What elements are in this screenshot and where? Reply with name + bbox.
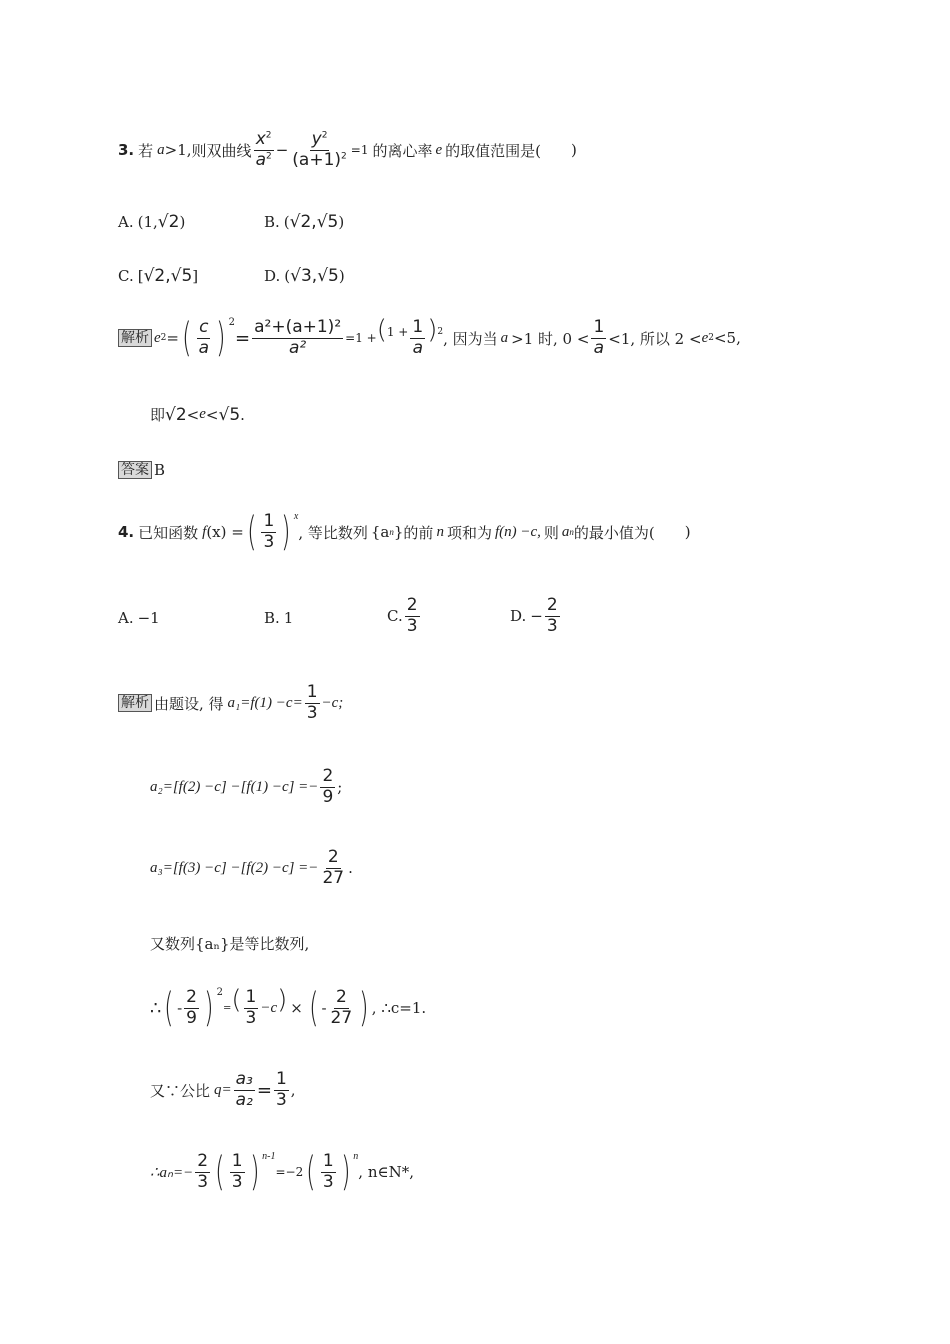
q4-stem-text-3: 的前 <box>403 523 434 542</box>
sign: - <box>177 999 183 1018</box>
q4-analysis-line7 <box>150 1149 414 1196</box>
q4-option-c[interactable] <box>387 596 422 636</box>
option-text: ( <box>284 267 291 285</box>
q4-an-close: } <box>393 523 404 542</box>
paren-left: ( <box>164 985 174 1032</box>
frac-den: 3 <box>406 615 418 636</box>
q4-fn: f(n) −c, <box>494 523 541 540</box>
option-radical: √2, <box>143 266 171 286</box>
frac <box>274 1070 289 1110</box>
q4-stem-text-2: , 等比数列 <box>298 523 368 542</box>
text: ; <box>337 778 343 797</box>
frac-num: a₃ <box>235 1069 253 1089</box>
q3-analysis-e2-exp: 2 <box>708 333 714 344</box>
q3-answer <box>118 461 165 479</box>
q4-frac-1-3 <box>261 512 276 552</box>
q3-analysis-frac-ca <box>197 318 211 358</box>
frac-den: a <box>198 337 210 358</box>
option-tail: ) <box>338 267 345 285</box>
q3-x-exp: 2 <box>265 130 272 141</box>
q4-stem-close: ) <box>684 523 691 542</box>
q4-stem-text-6: 的最小值为( <box>573 523 655 542</box>
text: < <box>205 405 219 424</box>
option-text: 1 <box>283 609 294 627</box>
text: , ∴c=1. <box>371 999 427 1018</box>
expr: a₂=[f(2) −c] −[f(1) −c] =− <box>150 778 319 795</box>
option-sign: − <box>530 607 543 626</box>
exp: 2 <box>216 986 223 998</box>
paren-left: ( <box>308 985 319 1032</box>
option-text: ( <box>283 213 290 231</box>
frac-den: a² <box>289 337 307 358</box>
sign: - <box>321 999 327 1018</box>
frac-den: 9 <box>322 786 334 807</box>
frac-num: 1 <box>231 1151 243 1171</box>
q3-frac-x2-a2 <box>254 130 274 170</box>
q3-option-a[interactable] <box>118 212 185 232</box>
frac-num: 1 <box>412 317 424 337</box>
frac-num: a²+(a+1)² <box>254 317 342 337</box>
option-label: C. <box>387 607 403 626</box>
frac-den: a <box>593 337 605 358</box>
paren-right: ) <box>281 509 291 556</box>
times: × <box>290 999 303 1018</box>
q3-a: a <box>255 149 266 170</box>
frac <box>195 1152 210 1192</box>
frac-num: 2 <box>406 595 418 615</box>
q3-den-exp: 2 <box>341 150 347 161</box>
q4-analysis-line2 <box>150 767 342 807</box>
q3-analysis-lt5: <5, <box>713 329 741 348</box>
q3-minus: − <box>275 141 289 160</box>
q4-n: n <box>436 523 444 540</box>
q3-y: y <box>311 129 322 149</box>
q3-analysis-a: a <box>500 329 509 346</box>
paren-left: ( <box>306 1149 316 1196</box>
q3-y-exp: 2 <box>321 130 328 141</box>
text: =−2 <box>275 1165 304 1180</box>
option-label: C. <box>118 267 134 285</box>
option-label: B. <box>264 609 280 627</box>
option-label: B. <box>264 213 280 231</box>
q3-analysis-e2: e <box>701 329 709 346</box>
q4-stem-text-4: 项和为 <box>446 523 492 542</box>
q3-analysis-one: 1 + <box>386 325 409 340</box>
q3-den: (a+1) <box>292 149 342 170</box>
exp: n <box>353 1150 359 1162</box>
frac-den: 3 <box>245 1007 257 1028</box>
q4-number: 4. <box>118 523 135 542</box>
frac-num: c <box>199 317 209 337</box>
q3-stem-text-2: 则双曲线 <box>191 141 252 160</box>
frac-num: 1 <box>593 317 605 337</box>
paren-right: ) <box>277 985 288 1016</box>
frac-den: 3 <box>322 1171 334 1192</box>
paren-right: ) <box>427 315 438 346</box>
frac-den: 3 <box>231 1171 243 1192</box>
frac-den: 3 <box>263 531 275 552</box>
q4-an-sub: n <box>389 527 394 538</box>
text: . <box>348 859 353 878</box>
q4-x: (x) = <box>206 523 244 542</box>
q4-analysis-line6 <box>150 1070 296 1110</box>
frac-den: 27 <box>330 1007 353 1028</box>
frac-num: 2 <box>197 1151 209 1171</box>
q3-stem <box>118 130 577 170</box>
eq: = <box>222 1002 232 1014</box>
paren-left: ( <box>246 509 257 556</box>
option-radical-2: √5 <box>316 212 339 232</box>
q3-analysis-exp-2: 2 <box>437 327 444 338</box>
frac-den: a₂ <box>235 1089 253 1110</box>
q3-analysis-gt1: >1 时, 0 < <box>511 329 590 348</box>
q4-an2-sub: n <box>569 527 574 538</box>
text: 又∵公比 <box>150 1081 211 1100</box>
q3-analysis-frac-1a <box>410 318 425 358</box>
option-radical-2: √5 <box>317 266 339 286</box>
analysis-tag: 解析 <box>118 694 152 712</box>
q4-exp: x <box>293 510 299 522</box>
q4-stem-text-1: 已知函数 <box>138 523 199 542</box>
q3-option-b[interactable] <box>264 212 344 232</box>
option-text: (1, <box>137 213 158 231</box>
frac-num: 1 <box>245 987 257 1007</box>
expr: a₁=f(1) −c= <box>227 694 303 711</box>
option-frac <box>405 596 420 636</box>
option-text: [ <box>137 267 144 285</box>
text: −c <box>260 999 278 1016</box>
q4-option-b[interactable] <box>264 609 293 627</box>
expr: a₃=[f(3) −c] −[f(2) −c] =− <box>150 859 319 876</box>
q3-analysis-mid: =1 + <box>345 331 377 346</box>
frac-den: 3 <box>197 1171 209 1192</box>
frac-num: 2 <box>327 847 339 867</box>
q4-an: {a <box>370 523 390 542</box>
option-tail: ) <box>338 213 345 231</box>
q3-analysis-line2 <box>150 404 245 425</box>
frac <box>320 767 335 807</box>
q4-analysis-line4 <box>150 933 309 954</box>
option-tail: ) <box>179 213 186 231</box>
frac <box>329 988 355 1028</box>
frac <box>244 988 259 1028</box>
q3-analysis-exp: 2 <box>228 316 235 328</box>
frac <box>184 988 199 1028</box>
q3-analysis-lt1: <1, 所以 2 < <box>608 329 702 348</box>
q4-stem-text-5: 则 <box>543 523 559 542</box>
q3-cond: >1, <box>164 141 192 160</box>
eq: = <box>256 1079 272 1101</box>
q3-frac-y2 <box>290 130 348 170</box>
paren-right: ) <box>340 1149 351 1196</box>
q4-f: f <box>202 523 207 540</box>
answer-value: B <box>154 461 166 479</box>
q3-var-e: e <box>435 141 443 158</box>
frac <box>230 1152 245 1192</box>
frac-den: 27 <box>322 867 345 888</box>
frac <box>305 683 320 723</box>
q3-stem-text-3: 的离心率 <box>372 141 433 160</box>
frac-num: 2 <box>322 766 334 786</box>
analysis-tag: 解析 <box>118 329 152 347</box>
q3-analysis-frac-main <box>252 318 343 358</box>
q3-analysis-e-exp: 2 <box>160 333 167 344</box>
q4-option-a[interactable] <box>118 609 160 627</box>
text: −c; <box>321 694 344 711</box>
radical: √5 <box>218 404 241 425</box>
q3-analysis-e: e <box>154 329 161 346</box>
exp: n-1 <box>262 1150 276 1162</box>
paren-right: ) <box>249 1149 260 1196</box>
option-frac <box>545 596 560 636</box>
frac-num: 2 <box>335 987 347 1007</box>
frac-num: 1 <box>322 1151 334 1171</box>
q4-analysis-line3 <box>150 848 353 888</box>
paren-left: ( <box>182 315 192 362</box>
q3-analysis-eq: = <box>166 329 179 348</box>
radical: √2 <box>165 404 187 425</box>
option-tail: ] <box>192 267 199 285</box>
frac-num: 2 <box>186 987 197 1007</box>
var-q: q= <box>214 1081 232 1098</box>
q3-option-d[interactable] <box>264 266 345 286</box>
q3-analysis-eq-2: = <box>235 327 251 349</box>
q3-stem-text-1: 若 <box>138 141 154 160</box>
var-e: e <box>199 406 206 422</box>
frac-num: 2 <box>546 595 558 615</box>
q3-a-exp: 2 <box>265 150 272 161</box>
q3-analysis-frac-1a-2 <box>591 318 606 358</box>
therefore: ∴ <box>150 997 162 1019</box>
q3-number: 3. <box>118 141 135 160</box>
option-radical: √2, <box>289 212 317 232</box>
expr: ∴aₙ=− <box>150 1164 194 1181</box>
q3-stem-text-4: 的取值范围是( <box>445 141 542 160</box>
option-text: −1 <box>137 609 160 627</box>
frac-den: 3 <box>546 615 558 636</box>
frac-den: 3 <box>275 1089 287 1110</box>
q3-var-a: a <box>157 141 165 158</box>
frac-den: a <box>412 337 423 358</box>
frac <box>320 848 346 888</box>
q4-analysis-line5 <box>150 985 427 1032</box>
option-label: D. <box>264 267 281 285</box>
paren-right: ) <box>216 315 226 362</box>
text: 即 <box>150 406 166 424</box>
q4-stem <box>118 509 691 556</box>
option-label: D. <box>510 607 527 626</box>
frac-num: 1 <box>275 1069 287 1089</box>
frac-den: 9 <box>186 1007 197 1028</box>
answer-tag: 答案 <box>118 461 152 479</box>
paren-right: ) <box>359 985 369 1032</box>
q3-eq1: =1 <box>350 143 369 158</box>
option-label: A. <box>118 609 134 627</box>
option-radical-2: √5 <box>170 266 193 286</box>
text: . <box>240 405 245 424</box>
frac-num: 1 <box>263 511 275 531</box>
option-label: A. <box>118 213 134 231</box>
text: < <box>186 405 200 424</box>
q3-analysis <box>118 315 741 362</box>
q4-analysis-line1 <box>118 683 343 723</box>
text: 又数列{aₙ}是等比数列, <box>150 935 310 953</box>
q3-x: x <box>255 129 266 149</box>
frac <box>321 1152 336 1192</box>
frac-den: 3 <box>306 702 318 723</box>
q3-stem-close: ) <box>571 141 577 160</box>
paren-left: ( <box>376 315 387 346</box>
text: , <box>290 1081 296 1100</box>
q4-an2: a <box>561 523 570 540</box>
q3-analysis-text: , 因为当 <box>443 329 498 348</box>
q3-option-c[interactable] <box>118 266 198 286</box>
option-radical: √3, <box>290 266 318 286</box>
text: , n∈N*, <box>358 1163 414 1182</box>
frac <box>234 1070 255 1110</box>
q4-option-d[interactable] <box>510 596 562 636</box>
text: 由题设, 得 <box>154 694 224 713</box>
option-radical: √2 <box>157 212 180 232</box>
paren-right: ) <box>204 985 214 1032</box>
frac-num: 1 <box>306 682 318 702</box>
paren-left: ( <box>215 1149 225 1196</box>
paren-left: ( <box>231 985 242 1016</box>
